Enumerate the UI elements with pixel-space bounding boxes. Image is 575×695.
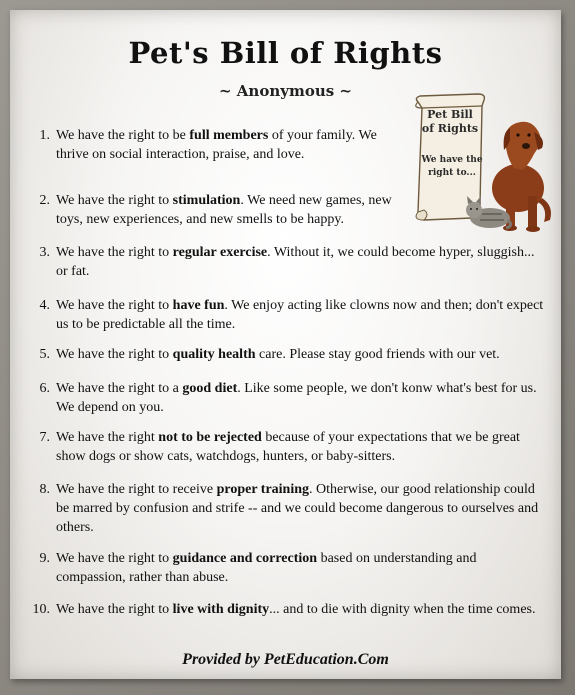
list-item bbox=[24, 428, 548, 466]
item-number: 4. bbox=[39, 298, 50, 313]
item-emphasis: quality health bbox=[172, 347, 256, 362]
item-emphasis: live with dignity bbox=[172, 602, 270, 617]
item-text: We have the right to a good diet. Like some people, we don't konw what's best for us. We depend on you. bbox=[56, 381, 537, 415]
item-emphasis: regular exercise bbox=[172, 245, 268, 260]
scroll-heading-2: of Rights bbox=[421, 122, 479, 135]
item-text: We have the right to stimulation. We need new games, new toys, new experiences, and new smells to be happy. bbox=[56, 193, 392, 227]
list-item bbox=[24, 296, 548, 334]
item-emphasis: guidance and correction bbox=[172, 551, 318, 566]
footer-credit: Provided by PetEducation.Com bbox=[182, 651, 389, 668]
item-text: We have the right to have fun. We enjoy acting like clowns now and then; don't expect us to be predictable all the time. bbox=[56, 298, 544, 332]
item-text: We have the right to be full members of your family. We thrive on social interaction, praise, and love. bbox=[56, 128, 377, 162]
item-emphasis: proper training bbox=[216, 482, 310, 497]
item-emphasis: not to be rejected bbox=[158, 430, 262, 445]
list-item bbox=[24, 480, 548, 537]
scroll-body-2: right to... bbox=[428, 168, 476, 178]
item-emphasis: stimulation bbox=[172, 193, 241, 208]
item-text: We have the right to receive proper training. Otherwise, our good relationship could be marred by confusion and strife -- and we could become dangerous to ourselves and others. bbox=[56, 482, 539, 535]
item-emphasis: good diet bbox=[182, 381, 238, 396]
item-text: We have the right to quality health care. Please stay good friends with our vet. bbox=[56, 347, 500, 362]
item-number: 7. bbox=[39, 430, 50, 445]
item-number: 3. bbox=[39, 245, 50, 260]
list-item bbox=[24, 191, 548, 229]
item-text: We have the right not to be rejected because of your expectations that we be great show dogs or show cats, watchdogs, hunters, or baby-sitters. bbox=[56, 430, 520, 464]
item-text: We have the right to regular exercise. Without it, we could become hyper, sluggish... or fat. bbox=[56, 245, 535, 279]
list-item bbox=[24, 379, 548, 417]
item-number: 8. bbox=[39, 482, 50, 497]
item-number: 6. bbox=[39, 381, 50, 396]
item-text: We have the right to live with dignity... and to die with dignity when the time comes. bbox=[56, 602, 536, 617]
list-item bbox=[24, 600, 548, 638]
author-subtitle: ~ Anonymous ~ bbox=[219, 82, 352, 100]
list-item bbox=[24, 345, 548, 364]
item-text: We have the right to guidance and correction based on understanding and compassion, rather than abuse. bbox=[56, 551, 477, 585]
list-item bbox=[24, 549, 548, 587]
scroll-heading-1: Pet Bill bbox=[427, 108, 473, 121]
page-title: Pet's Bill of Rights bbox=[128, 36, 443, 70]
item-emphasis: full members bbox=[189, 128, 269, 143]
item-number: 9. bbox=[39, 551, 50, 566]
list-item bbox=[24, 243, 548, 281]
item-number: 5. bbox=[39, 347, 50, 362]
document-panel bbox=[10, 10, 561, 679]
item-emphasis: have fun bbox=[172, 298, 225, 313]
item-number: 1. bbox=[39, 128, 50, 143]
item-number: 10. bbox=[32, 602, 50, 617]
item-number: 2. bbox=[39, 193, 50, 208]
list-item bbox=[24, 126, 548, 164]
scroll-body-1: We have the bbox=[421, 155, 483, 165]
